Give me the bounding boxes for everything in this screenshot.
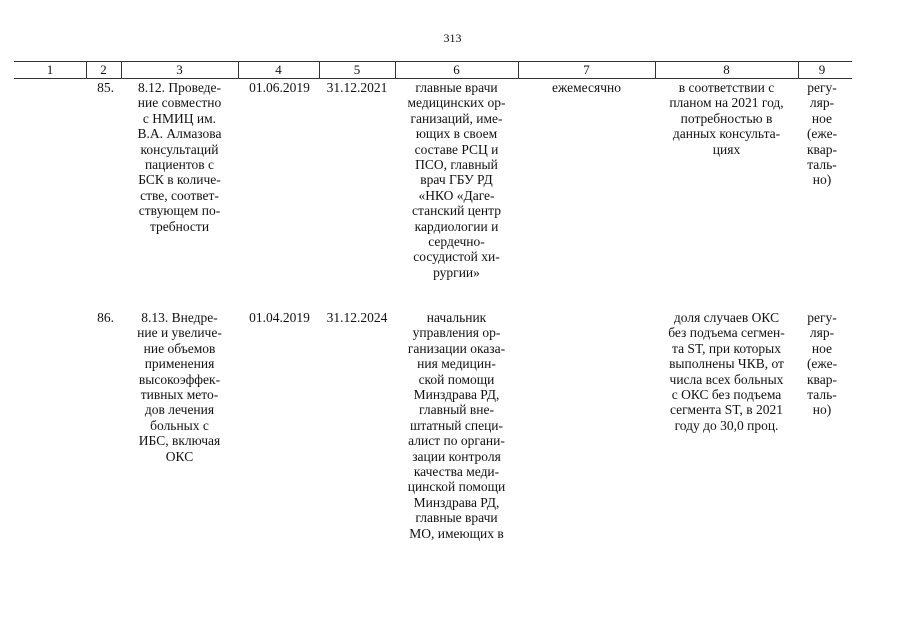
responsible: начальник управления ор- ганизации оказа- ния медицин- ской помощи Минздрава РД, главный вне- штатный специ- алист по органи- зации контроля качества меди- цинской помощи Минздрава РД, главные врачи МО, имеющих в (407, 310, 506, 541)
column-number: 9 (818, 62, 826, 77)
report-form: регу- ляр- ное (еже- квар- таль- но) (806, 80, 838, 188)
column-number: 8 (723, 62, 730, 77)
end-date: 31.12.2024 (326, 310, 388, 325)
page-number: 313 (443, 31, 462, 45)
row-number: 85. (97, 80, 114, 95)
measure-name: 8.13. Внедре- ние и увеличе- ние объемов применения высокоэффек- тивных мето- дов лечения больных с ИБС, включая ОКС (137, 310, 222, 464)
report-form: регу- ляр- ное (еже- квар- таль- но) (806, 310, 838, 418)
column-number: 5 (353, 62, 361, 77)
column-number: 1 (46, 62, 54, 77)
periodicity: ежемесячно (552, 80, 621, 95)
end-date: 31.12.2021 (326, 80, 388, 95)
table-header-bottom-border (14, 78, 852, 79)
column-number: 3 (176, 62, 183, 77)
column-number: 4 (275, 62, 282, 77)
column-number: 7 (583, 62, 590, 77)
result-indicator: доля случаев ОКС без подъема сегмен- та ST, при которых выполнены ЧКВ, от числа всех больных с ОКС без подъема сегмента ST, в 2021 году до 30,0 проц. (668, 310, 785, 433)
start-date: 01.04.2019 (249, 310, 310, 325)
start-date: 01.06.2019 (249, 80, 310, 95)
row-number: 86. (97, 310, 114, 325)
measure-name: 8.12. Проведе- ние совместно с НМИЦ им. В.А. Алмазова консультаций пациентов с БСК в количе- стве, соответ- ствующем по- требности (137, 80, 222, 234)
column-number: 2 (100, 62, 107, 77)
result-indicator: в соответствии с планом на 2021 год, потребностью в данных консульта- циях (669, 80, 784, 157)
column-number: 6 (453, 62, 460, 77)
responsible: главные врачи медицинских ор- ганизаций, име- ющих в своем составе РСЦ и ПСО, главный врач ГБУ РД «НКО «Даге- станский центр кардиологии и сердечно- сосудистой хи- рургии» (407, 80, 506, 280)
